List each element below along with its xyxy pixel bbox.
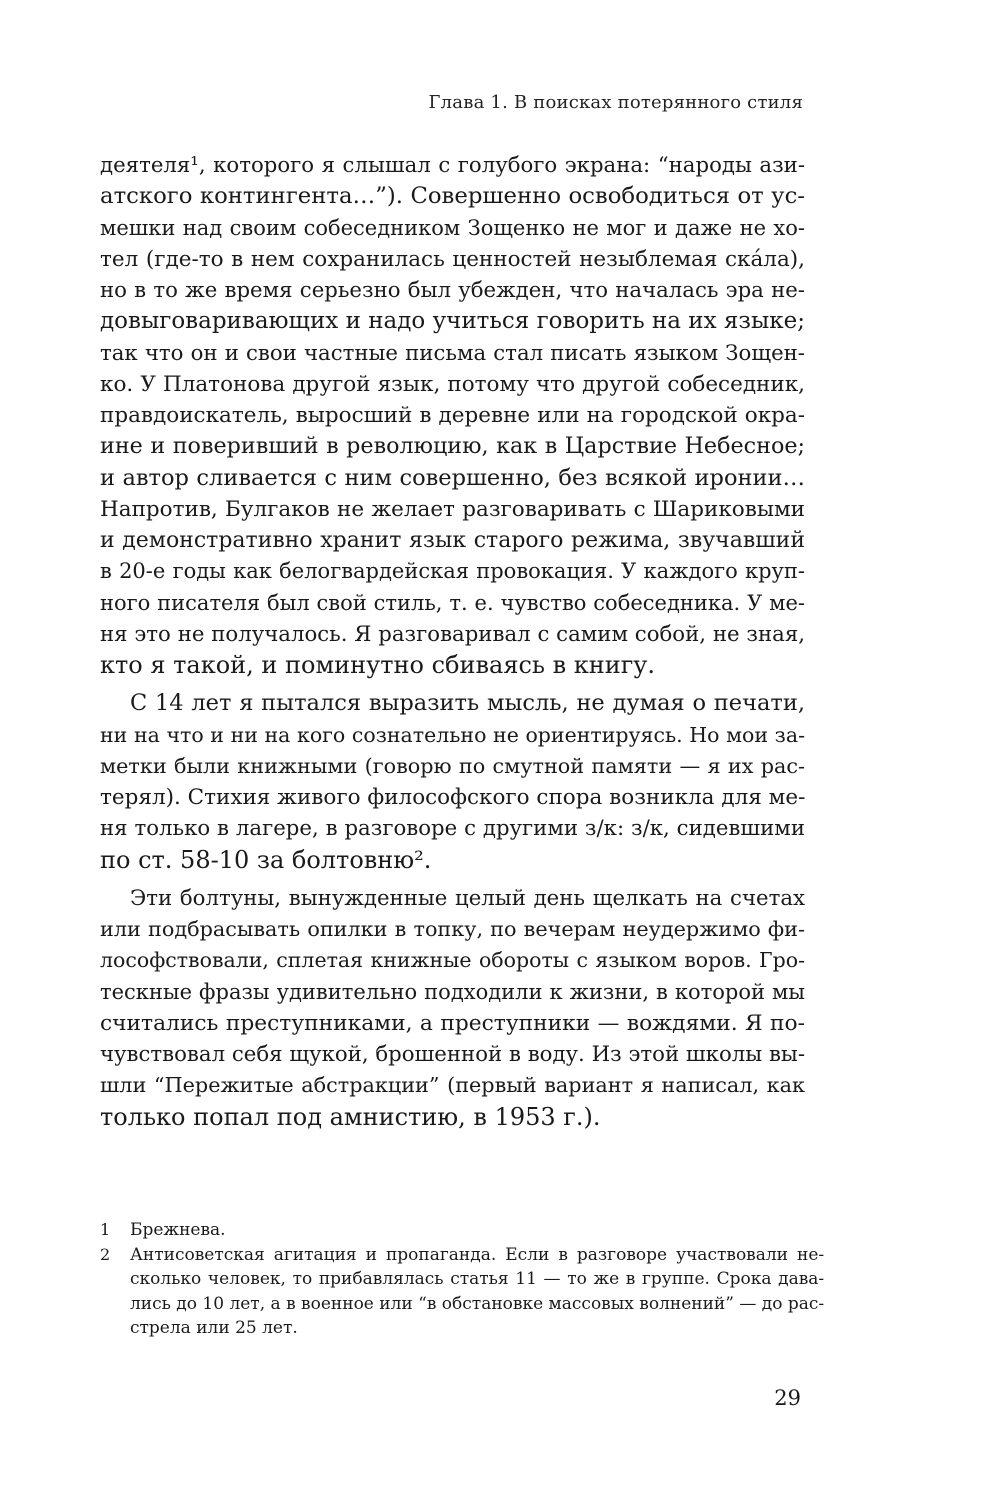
footnote-line: сколько человек, то прибавлялась статья 11 — то же в группе. Срока дава- xyxy=(130,1269,825,1289)
text-line: С 14 лет я пытался выразить мысль, не думая о печати, xyxy=(130,690,805,717)
text-line: метки были книжными (говорю по смутной памяти — я их рас- xyxy=(100,753,805,778)
text-line: и автор сливается с ним совершенно, без всякой иронии… xyxy=(100,464,805,491)
text-line: ного писателя был свой стиль, т. е. чувство собеседника. У ме- xyxy=(100,590,805,615)
footnote-line: Брежнева. xyxy=(130,1220,226,1240)
page-number: 29 xyxy=(774,1386,801,1410)
footnote-number: 1 xyxy=(100,1220,111,1239)
paragraph xyxy=(100,688,805,876)
footnote-text xyxy=(130,1218,805,1243)
paragraph xyxy=(100,883,805,1133)
text-line: ко. У Платонова другой язык, потому что другой собеседник, xyxy=(100,371,805,397)
text-line: и демонстративно хранит язык старого режима, звучавший xyxy=(100,528,805,553)
text-line: Эти болтуны, вынужденные целый день щелкать на счетах xyxy=(130,885,805,911)
footnote-line: лись до 10 лет, а в военное или “в обстановке массовых волнений” — до рас- xyxy=(130,1293,825,1314)
text-line: деятеля¹, которого я слышал с голубого экрана: “народы ази- xyxy=(100,153,805,178)
text-line: довыговаривающих и надо учиться говорить на их языке; xyxy=(100,308,805,335)
paragraph-gap xyxy=(100,681,805,688)
footnote xyxy=(100,1243,825,1341)
text-line: или подбрасывать опилки в топку, по вечерам неудержимо фи- xyxy=(100,917,805,941)
text-line: так что он и свои частные письма стал писать языком Зощен- xyxy=(100,340,805,366)
paragraph-gap xyxy=(100,876,805,883)
text-line: шли “Пережитые абстракции” (первый вариант я написал, как xyxy=(100,1073,805,1098)
text-line: считались преступниками, а преступники — вождями. Я по- xyxy=(100,1010,805,1036)
text-line: только попал под амнистию, в 1953 г.). xyxy=(100,1102,601,1131)
text-line: чувствовал себя щукой, брошенной в воду. Из этой школы вы- xyxy=(100,1042,805,1067)
footnote xyxy=(100,1218,805,1243)
text-line: по ст. 58-10 за болтовню². xyxy=(100,845,432,874)
text-line: тескные фразы удивительно подходили к жизни, в которой мы xyxy=(100,979,805,1004)
text-line: атского контингента…”). Совершенно освободиться от ус- xyxy=(100,183,805,210)
footnote-line: стрела или 25 лет. xyxy=(130,1318,298,1338)
text-line: мешки над своим собеседником Зощенко не мог и даже не хо- xyxy=(100,215,805,240)
footnotes xyxy=(100,1218,825,1341)
footnote-line: Антисоветская агитация и пропаганда. Если в разговоре участвовали не- xyxy=(130,1244,825,1265)
text-line: терял). Стихия живого философского спора возникла для ме- xyxy=(100,785,806,810)
text-line: ине и поверивший в революцию, как в Царствие Небесное; xyxy=(100,433,805,460)
text-line: ня только в лагере, в разговоре с другими з/к: з/к, сидевшими xyxy=(100,816,805,842)
text-line: но в то же время серьезно был убежден, что началась эра не- xyxy=(100,278,805,303)
text-line: кто я такой, и поминутно сбиваясь в книгу. xyxy=(100,651,656,679)
text-line: Напротив, Булгаков не желает разговаривать с Шариковыми xyxy=(100,496,805,522)
paragraph xyxy=(100,150,805,681)
text-line: правдоискатель, выросший в деревне или на городской окра- xyxy=(100,403,805,428)
footnote-number: 2 xyxy=(100,1244,111,1264)
text-line: в 20-е годы как белогвардейская провокация. У каждого круп- xyxy=(100,559,805,584)
text-line: тел (где-то в нем сохранилась ценностей незыблемая ска́ла), xyxy=(100,246,805,272)
footnote-text xyxy=(130,1243,824,1341)
text-line: ня это не получалось. Я разговаривал с самим собой, не зная, xyxy=(100,621,805,647)
body-text xyxy=(100,150,805,1133)
text-line: лософствовали, сплетая книжные обороты с языком воров. Гро- xyxy=(100,948,805,973)
running-head: Глава 1. В поисках потерянного стиля xyxy=(428,92,803,113)
text-line: ни на что и ни на кого сознательно не ориентируясь. Но мои за- xyxy=(100,722,805,747)
